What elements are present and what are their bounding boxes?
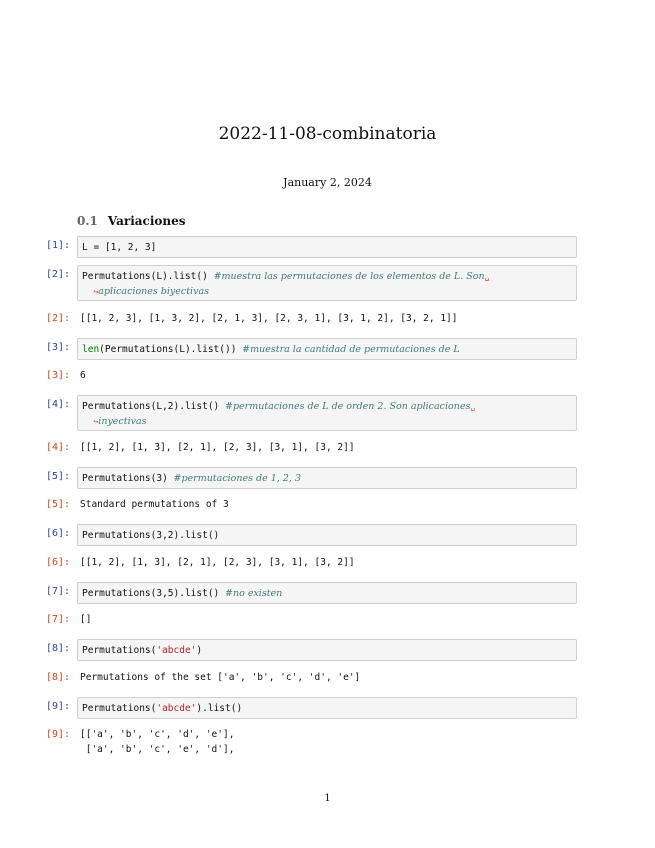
output-3: 6: [80, 370, 86, 381]
in-prompt-5: [5]:: [46, 471, 71, 482]
code-comment-cont: inyectivas: [98, 416, 147, 427]
code-cell-7[interactable]: [77, 582, 577, 604]
continuation-icon: ↪: [93, 417, 99, 426]
code-text: Permutations(3,2).list(): [82, 530, 220, 541]
code-string: 'abcde': [156, 703, 197, 714]
output-5: Standard permutations of 3: [80, 499, 229, 510]
code-comment: #permutaciones de L de orden 2. Son aplicaciones: [225, 401, 471, 412]
code-cell-3[interactable]: [77, 338, 577, 360]
code-comment: #permutaciones de 1, 2, 3: [173, 473, 301, 484]
code-cell-1[interactable]: [77, 236, 577, 258]
output-7: []: [80, 614, 92, 625]
out-prompt-8: [8]:: [46, 672, 71, 683]
code-cell-5[interactable]: [77, 467, 577, 489]
out-prompt-5: [5]:: [46, 499, 71, 510]
line-wrap-icon: ␣: [470, 402, 476, 411]
code-builtin: len: [82, 344, 100, 355]
output-2: [[1, 2, 3], [1, 3, 2], [2, 1, 3], [2, 3, 1], [3, 1, 2], [3, 2, 1]]: [80, 313, 458, 324]
code-text: Permutations(3): [82, 473, 174, 484]
in-prompt-8: [8]:: [46, 643, 71, 654]
in-prompt-1: [1]:: [46, 240, 71, 251]
in-prompt-4: [4]:: [46, 399, 71, 410]
code-cell-2[interactable]: [77, 265, 577, 301]
code-text-end: ).list(): [196, 703, 243, 714]
continuation-icon: ↪: [93, 287, 99, 296]
output-8: Permutations of the set ['a', 'b', 'c', 'd', 'e']: [80, 672, 361, 683]
code-text-end: ): [196, 645, 203, 656]
section-label: Variaciones: [107, 214, 186, 228]
code-comment: #muestra la cantidad de permutaciones de L: [242, 344, 460, 355]
code-cell-9[interactable]: [77, 697, 577, 719]
code-text: Permutations(L,2).list(): [82, 401, 225, 412]
code-comment-cont: aplicaciones biyectivas: [98, 286, 209, 297]
code-text: (Permutations(L).list()): [99, 344, 243, 355]
section-number: 0.1: [77, 214, 98, 228]
output-6: [[1, 2], [1, 3], [2, 1], [2, 3], [3, 1], [3, 2]]: [80, 557, 355, 568]
in-prompt-3: [3]:: [46, 342, 71, 353]
output-9-line-1: [['a', 'b', 'c', 'd', 'e'],: [80, 729, 235, 740]
code-string: 'abcde': [156, 645, 197, 656]
output-4: [[1, 2], [1, 3], [2, 1], [2, 3], [3, 1], [3, 2]]: [80, 442, 355, 453]
code-cell-4[interactable]: [77, 395, 577, 431]
code-text: L = [1, 2, 3]: [82, 242, 157, 253]
out-prompt-6: [6]:: [46, 557, 71, 568]
out-prompt-2: [2]:: [46, 313, 71, 324]
out-prompt-7: [7]:: [46, 614, 71, 625]
out-prompt-4: [4]:: [46, 442, 71, 453]
out-prompt-3: [3]:: [46, 370, 71, 381]
document-title: 2022-11-08-combinatoria: [218, 124, 437, 144]
code-comment: #no existen: [225, 588, 283, 599]
in-prompt-7: [7]:: [46, 586, 71, 597]
output-9-line-2: ['a', 'b', 'c', 'e', 'd'],: [80, 744, 235, 755]
section-heading: [77, 214, 186, 228]
in-prompt-9: [9]:: [46, 701, 71, 712]
page-number: 1: [324, 793, 331, 804]
code-text: Permutations(: [82, 703, 157, 714]
in-prompt-2: [2]:: [46, 269, 71, 280]
in-prompt-6: [6]:: [46, 528, 71, 539]
code-text: Permutations(L).list(): [82, 271, 214, 282]
document-date: January 2, 2024: [283, 176, 372, 189]
code-text: Permutations(3,5).list(): [82, 588, 225, 599]
code-comment: #muestra las permutaciones de los elementos de L. Son: [213, 271, 485, 282]
code-text: Permutations(: [82, 645, 157, 656]
line-wrap-icon: ␣: [484, 272, 490, 281]
out-prompt-9: [9]:: [46, 729, 71, 740]
code-cell-6[interactable]: [77, 524, 577, 546]
code-cell-8[interactable]: [77, 639, 577, 661]
